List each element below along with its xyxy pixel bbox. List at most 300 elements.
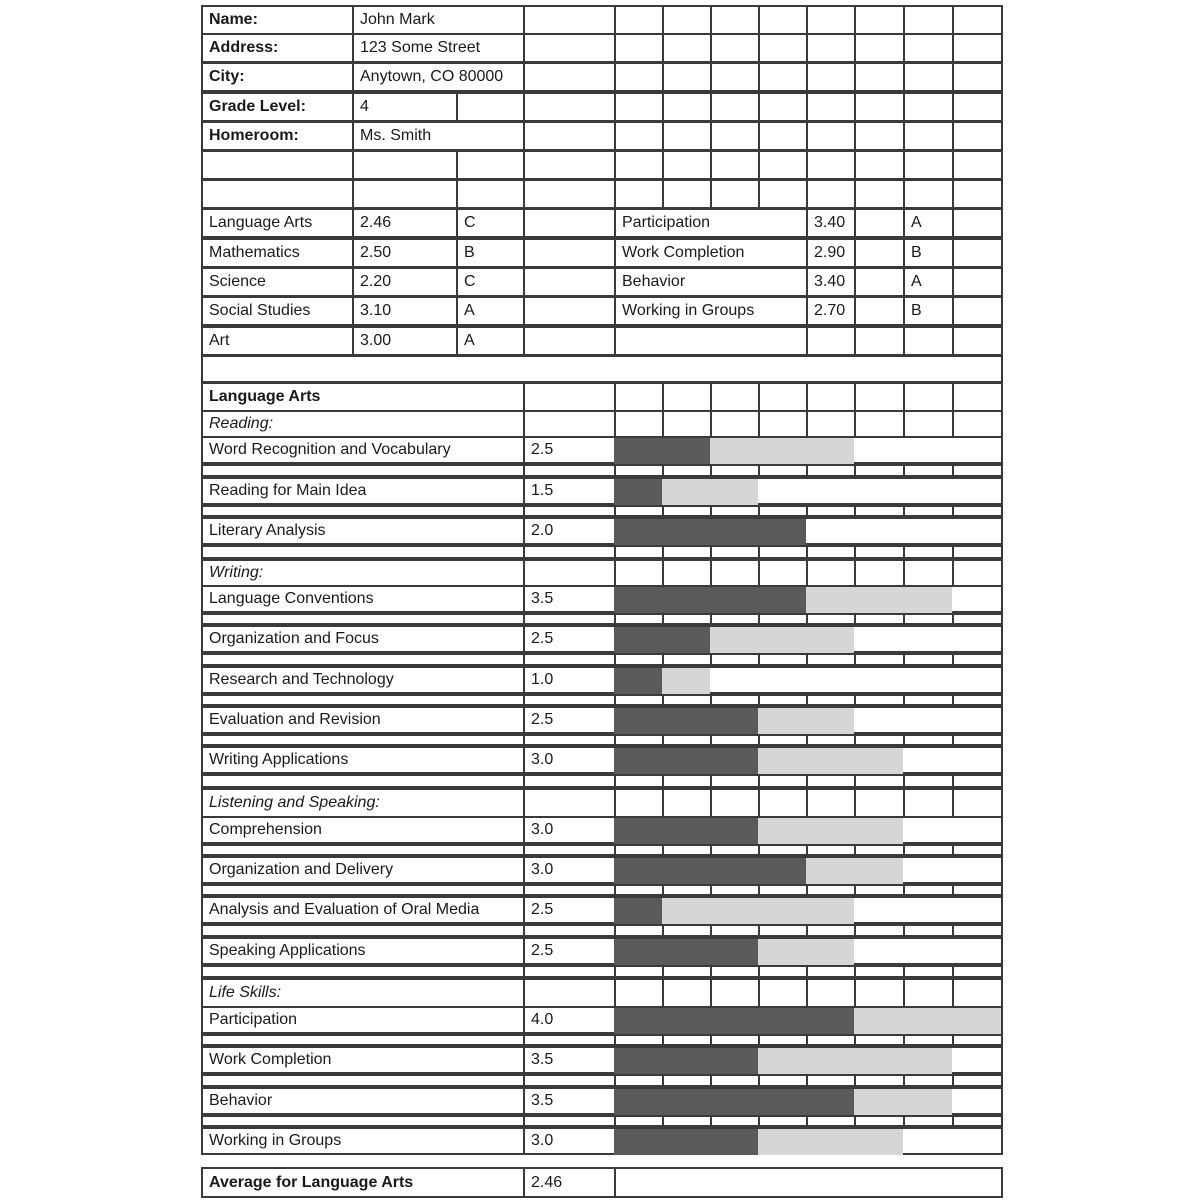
subject-row-cell (952, 238, 1003, 268)
category-row-cell (854, 410, 905, 438)
skill-label: Analysis and Evaluation of Oral Media (209, 901, 480, 918)
average-value: 2.46 (531, 1174, 563, 1191)
subject-row-cell (352, 296, 458, 326)
grid-strip (201, 734, 1001, 746)
grid-strip-cell (952, 734, 1003, 746)
section-title-row-cell (806, 382, 856, 412)
grid-strip-cell (201, 844, 525, 856)
skill-row (201, 706, 1001, 734)
grid-strip-cell (710, 653, 760, 666)
category-row-cell (758, 788, 808, 818)
grid-strip-cell (854, 774, 905, 788)
grid-strip (201, 613, 1001, 625)
grid-strip-cell (710, 844, 760, 856)
section-title-row (201, 382, 1001, 412)
subject-score: 2.50 (360, 244, 392, 261)
subject-row-cell (523, 238, 616, 268)
subject-name: Language Arts (209, 214, 313, 231)
skill-score: 2.70 (814, 302, 846, 319)
subject-row-cell (523, 208, 616, 238)
grid-strip-cell (201, 1115, 525, 1127)
subject-row-cell (952, 326, 1003, 356)
subject-row-cell (614, 267, 808, 297)
grid-strip-cell (523, 774, 616, 788)
category-row-cell (952, 788, 1003, 818)
subject-row-cell (903, 326, 954, 356)
info-row-cell (614, 5, 664, 35)
category-row (201, 410, 1001, 438)
average-row (201, 1167, 1001, 1198)
skill-score: 3.5 (531, 1051, 554, 1068)
skill-label: Research and Technology (209, 671, 394, 688)
skill-label-cell (201, 477, 525, 505)
grid-strip (201, 924, 1001, 937)
category-row-cell (523, 410, 616, 438)
skill-row (201, 1006, 1001, 1034)
skill-label: Reading for Main Idea (209, 482, 367, 499)
skill-label-cell (201, 625, 525, 653)
info-row-cell (710, 33, 760, 63)
grid-strip (201, 505, 1001, 517)
subject-row-cell (952, 296, 1003, 326)
skill-score-cell (523, 436, 616, 464)
category-label: Writing: (209, 564, 264, 581)
grid-strip-cell (614, 613, 664, 625)
grid-strip-cell (854, 1074, 905, 1087)
grid-strip-cell (614, 774, 664, 788)
skill-name: Working in Groups (622, 302, 755, 319)
info-row-cell (903, 5, 954, 35)
grid-strip-cell (662, 1034, 712, 1046)
subject-row-cell (854, 267, 905, 297)
score-bar-target (662, 479, 758, 505)
grid-strip-cell (614, 734, 664, 746)
subject-row (201, 267, 1001, 297)
skill-score-cell (523, 856, 616, 884)
info-row-cell (352, 33, 525, 63)
category-row-cell (201, 788, 525, 818)
info-row-cell (952, 62, 1003, 92)
skill-label-cell (201, 896, 525, 924)
skill-name: Participation (622, 214, 711, 231)
score-bar-achieved (614, 748, 758, 774)
skill-score: 2.0 (531, 522, 554, 539)
grid-strip-cell (523, 734, 616, 746)
blank-row-cell (614, 150, 664, 180)
info-row-cell (952, 92, 1003, 122)
grid-strip-cell (523, 545, 616, 559)
skill-row (201, 856, 1001, 884)
grid-strip-cell (710, 1034, 760, 1046)
grid-strip-cell (854, 694, 905, 706)
subject-row-cell (614, 326, 808, 356)
info-row-cell (952, 5, 1003, 35)
skill-score-cell (523, 706, 616, 734)
category-row-cell (201, 978, 525, 1008)
skill-label-cell (201, 746, 525, 774)
grid-strip-cell (806, 1074, 856, 1087)
grid-strip-cell (614, 884, 664, 896)
skill-score-cell (523, 1006, 616, 1034)
grid-strip-cell (710, 613, 760, 625)
skill-score-cell (523, 517, 616, 545)
info-row-cell (854, 121, 905, 151)
score-bar-target (662, 668, 710, 694)
category-row-cell (806, 978, 856, 1008)
grid-strip-cell (201, 884, 525, 896)
grid-strip-cell (758, 884, 808, 896)
subject-score: 3.00 (360, 332, 392, 349)
grid-strip (201, 774, 1001, 788)
subject-row-cell (201, 238, 354, 268)
grid-strip-cell (806, 774, 856, 788)
skill-label-cell (201, 856, 525, 884)
grid-strip-cell (903, 613, 954, 625)
info-value: Ms. Smith (360, 127, 432, 144)
skill-score-cell (523, 477, 616, 505)
info-row-cell (854, 33, 905, 63)
section-title-row-cell (758, 382, 808, 412)
grid-strip-cell (614, 694, 664, 706)
score-bar-target (758, 1129, 903, 1155)
info-row-cell (903, 121, 954, 151)
skill-label: Organization and Delivery (209, 861, 394, 878)
category-row-cell (614, 559, 664, 587)
category-row (201, 788, 1001, 818)
info-row-cell (523, 62, 616, 92)
grid-strip-cell (758, 965, 808, 978)
score-bar-achieved (614, 587, 806, 613)
skill-row (201, 1127, 1001, 1155)
grid-strip-cell (662, 694, 712, 706)
grid-strip-cell (662, 545, 712, 559)
grid-strip-cell (903, 505, 954, 517)
info-row-cell (710, 62, 760, 92)
skill-score: 3.40 (814, 273, 846, 290)
blank-row-cell (662, 150, 712, 180)
subject-row-cell (903, 267, 954, 297)
subject-score: 2.20 (360, 273, 392, 290)
blank-row-cell (758, 150, 808, 180)
category-row-cell (710, 788, 760, 818)
info-row (201, 62, 1001, 92)
category-row-cell (806, 410, 856, 438)
subject-score: 3.10 (360, 302, 392, 319)
subject-row-cell (614, 296, 808, 326)
subject-grade: A (464, 302, 475, 319)
grid-strip-cell (614, 505, 664, 517)
score-bar-target (758, 708, 854, 734)
score-bar-achieved (614, 1129, 758, 1155)
info-row (201, 92, 1001, 122)
info-row-cell (201, 62, 354, 92)
blank-row-cell (352, 179, 458, 209)
grid-strip-cell (952, 884, 1003, 896)
score-bar-achieved (614, 519, 806, 545)
skill-score: 1.5 (531, 482, 554, 499)
grid-strip-cell (903, 464, 954, 477)
skill-row (201, 896, 1001, 924)
info-row-cell (758, 62, 808, 92)
category-row-cell (523, 559, 616, 587)
info-row-cell (854, 62, 905, 92)
grid-strip-cell (662, 653, 712, 666)
skill-score: 2.5 (531, 441, 554, 458)
category-row-cell (662, 559, 712, 587)
score-bar-target (710, 627, 854, 653)
subject-row (201, 326, 1001, 356)
blank-row (201, 150, 1001, 180)
grid-strip-cell (710, 505, 760, 517)
grid-strip-cell (662, 505, 712, 517)
grid-strip (201, 965, 1001, 978)
subject-row-cell (456, 208, 525, 238)
grid-strip-cell (201, 774, 525, 788)
score-bar-achieved (614, 1089, 854, 1115)
info-row-cell (614, 92, 664, 122)
subject-row-cell (952, 267, 1003, 297)
section-title: Language Arts (209, 388, 321, 405)
category-row-cell (854, 978, 905, 1008)
grid-strip-cell (523, 1074, 616, 1087)
category-row-cell (523, 788, 616, 818)
grid-strip-cell (710, 1115, 760, 1127)
grid-strip-cell (806, 734, 856, 746)
grid-strip-cell (758, 924, 808, 937)
info-row-cell (806, 121, 856, 151)
grid-strip (201, 1034, 1001, 1046)
category-row-cell (952, 410, 1003, 438)
category-row (201, 559, 1001, 587)
skill-label-cell (201, 937, 525, 965)
grid-strip-cell (806, 924, 856, 937)
info-row-cell (614, 121, 664, 151)
grid-strip-cell (854, 613, 905, 625)
category-row-cell (903, 788, 954, 818)
skill-row (201, 1046, 1001, 1074)
grid-strip-cell (952, 924, 1003, 937)
grid-strip-cell (758, 1034, 808, 1046)
skill-label-cell (201, 816, 525, 844)
blank-row-cell (523, 150, 616, 180)
grid-strip-cell (662, 734, 712, 746)
skill-label-cell (201, 585, 525, 613)
info-row (201, 33, 1001, 63)
grid-strip-cell (201, 545, 525, 559)
skill-score: 3.5 (531, 1092, 554, 1109)
grid-strip-cell (523, 694, 616, 706)
subject-row-cell (456, 296, 525, 326)
grid-strip-cell (903, 924, 954, 937)
grid-strip-cell (758, 505, 808, 517)
grid-strip-cell (854, 965, 905, 978)
skill-score-cell (523, 1046, 616, 1074)
info-row-cell (201, 33, 354, 63)
skill-score-cell (523, 666, 616, 694)
subject-row-cell (201, 296, 354, 326)
skill-label: Working in Groups (209, 1132, 342, 1149)
grid-strip-cell (201, 1074, 525, 1087)
skill-grade: B (911, 244, 922, 261)
subject-row-cell (456, 326, 525, 356)
info-row-cell (903, 62, 954, 92)
subject-row-cell (352, 326, 458, 356)
info-row (201, 121, 1001, 151)
subject-row-cell (456, 267, 525, 297)
score-bar-achieved (614, 818, 758, 844)
subject-name: Mathematics (209, 244, 300, 261)
grid-strip-cell (758, 774, 808, 788)
grid-strip-cell (952, 694, 1003, 706)
subject-row-cell (614, 208, 808, 238)
grid-strip-cell (662, 1074, 712, 1087)
blank-row-cell (806, 150, 856, 180)
skill-score-cell (523, 896, 616, 924)
skill-label: Comprehension (209, 821, 322, 838)
info-row-cell (523, 33, 616, 63)
grid-strip-cell (523, 464, 616, 477)
category-row-cell (201, 410, 525, 438)
subject-row-cell (952, 208, 1003, 238)
grid-strip-cell (758, 844, 808, 856)
score-bar-target (854, 1089, 952, 1115)
subject-row-cell (806, 238, 856, 268)
blank-row-cell (614, 179, 664, 209)
category-row-cell (952, 559, 1003, 587)
grid-strip-cell (903, 694, 954, 706)
blank-row-cell (201, 179, 354, 209)
grid-strip-cell (854, 545, 905, 559)
average-label: Average for Language Arts (209, 1174, 414, 1191)
score-bar-achieved (614, 898, 662, 924)
grid-strip-cell (903, 545, 954, 559)
grid-strip-cell (201, 734, 525, 746)
grid-strip-cell (662, 774, 712, 788)
blank-row-cell (854, 150, 905, 180)
score-bar-target (854, 1008, 1001, 1034)
subject-row-cell (806, 267, 856, 297)
grid-strip-cell (710, 924, 760, 937)
subject-row-cell (352, 267, 458, 297)
grid-strip-cell (523, 1115, 616, 1127)
grid-strip-cell (854, 924, 905, 937)
grid-strip-cell (903, 844, 954, 856)
grid-strip-cell (952, 1115, 1003, 1127)
info-row-cell (758, 121, 808, 151)
info-value: John Mark (360, 11, 435, 28)
subject-row (201, 208, 1001, 238)
grid-strip-cell (806, 653, 856, 666)
spacer-cell (201, 355, 1003, 383)
score-bar-target (806, 587, 952, 613)
info-label: Homeroom: (209, 127, 299, 144)
skill-score: 2.90 (814, 244, 846, 261)
grid-strip-cell (201, 464, 525, 477)
subject-row-cell (806, 326, 856, 356)
skill-score-cell (523, 746, 616, 774)
skill-score-cell (523, 937, 616, 965)
grid-strip-cell (758, 653, 808, 666)
grid-strip-cell (952, 1034, 1003, 1046)
skill-label: Speaking Applications (209, 942, 366, 959)
grid-strip-cell (201, 924, 525, 937)
skill-row (201, 625, 1001, 653)
skill-label-cell (201, 1087, 525, 1115)
skill-score: 3.0 (531, 821, 554, 838)
grid-strip (201, 1115, 1001, 1127)
blank-row-cell (710, 179, 760, 209)
info-row-cell (614, 62, 664, 92)
grid-strip-cell (952, 613, 1003, 625)
grid-strip-cell (614, 1034, 664, 1046)
skill-label-cell (201, 1127, 525, 1155)
skill-label-cell (201, 436, 525, 464)
subject-row-cell (854, 326, 905, 356)
grid-strip-cell (614, 653, 664, 666)
info-row-cell (352, 5, 525, 35)
subject-row (201, 238, 1001, 268)
info-label: Address: (209, 39, 279, 56)
info-row-cell (456, 92, 525, 122)
skill-label: Language Conventions (209, 590, 374, 607)
blank-row-cell (710, 150, 760, 180)
grid-strip (201, 844, 1001, 856)
blank-row-cell (854, 179, 905, 209)
skill-label: Writing Applications (209, 751, 349, 768)
grid-strip-cell (854, 464, 905, 477)
grid-strip-cell (710, 545, 760, 559)
score-bar-target (758, 748, 903, 774)
grid-strip-cell (758, 613, 808, 625)
info-row-cell (201, 5, 354, 35)
grid-strip-cell (523, 965, 616, 978)
skill-label: Word Recognition and Vocabulary (209, 441, 451, 458)
info-row-cell (758, 92, 808, 122)
subject-row-cell (201, 267, 354, 297)
skill-label: Behavior (209, 1092, 273, 1109)
grid-strip-cell (710, 1074, 760, 1087)
grid-strip-cell (854, 734, 905, 746)
subject-name: Art (209, 332, 230, 349)
blank-row-cell (903, 150, 954, 180)
grid-strip-cell (523, 884, 616, 896)
subject-grade: C (464, 214, 476, 231)
grid-strip-cell (806, 884, 856, 896)
category-label: Listening and Speaking: (209, 794, 380, 811)
grid-strip-cell (523, 505, 616, 517)
skill-score: 3.0 (531, 1132, 554, 1149)
score-bar-target (758, 818, 903, 844)
skill-label-cell (201, 1006, 525, 1034)
grid-strip (201, 1074, 1001, 1087)
section-title-row-cell (201, 382, 525, 412)
info-row-cell (614, 33, 664, 63)
grid-strip-cell (523, 1034, 616, 1046)
category-row-cell (758, 410, 808, 438)
grid-strip-cell (903, 653, 954, 666)
skill-row (201, 1087, 1001, 1115)
subject-row (201, 296, 1001, 326)
grid-strip-cell (903, 965, 954, 978)
grid-strip-cell (710, 884, 760, 896)
skill-label-cell (201, 1046, 525, 1074)
grid-strip-cell (952, 464, 1003, 477)
info-row-cell (710, 121, 760, 151)
category-row-cell (758, 559, 808, 587)
info-row-cell (662, 62, 712, 92)
skill-score: 4.0 (531, 1011, 554, 1028)
grid-strip (201, 464, 1001, 477)
